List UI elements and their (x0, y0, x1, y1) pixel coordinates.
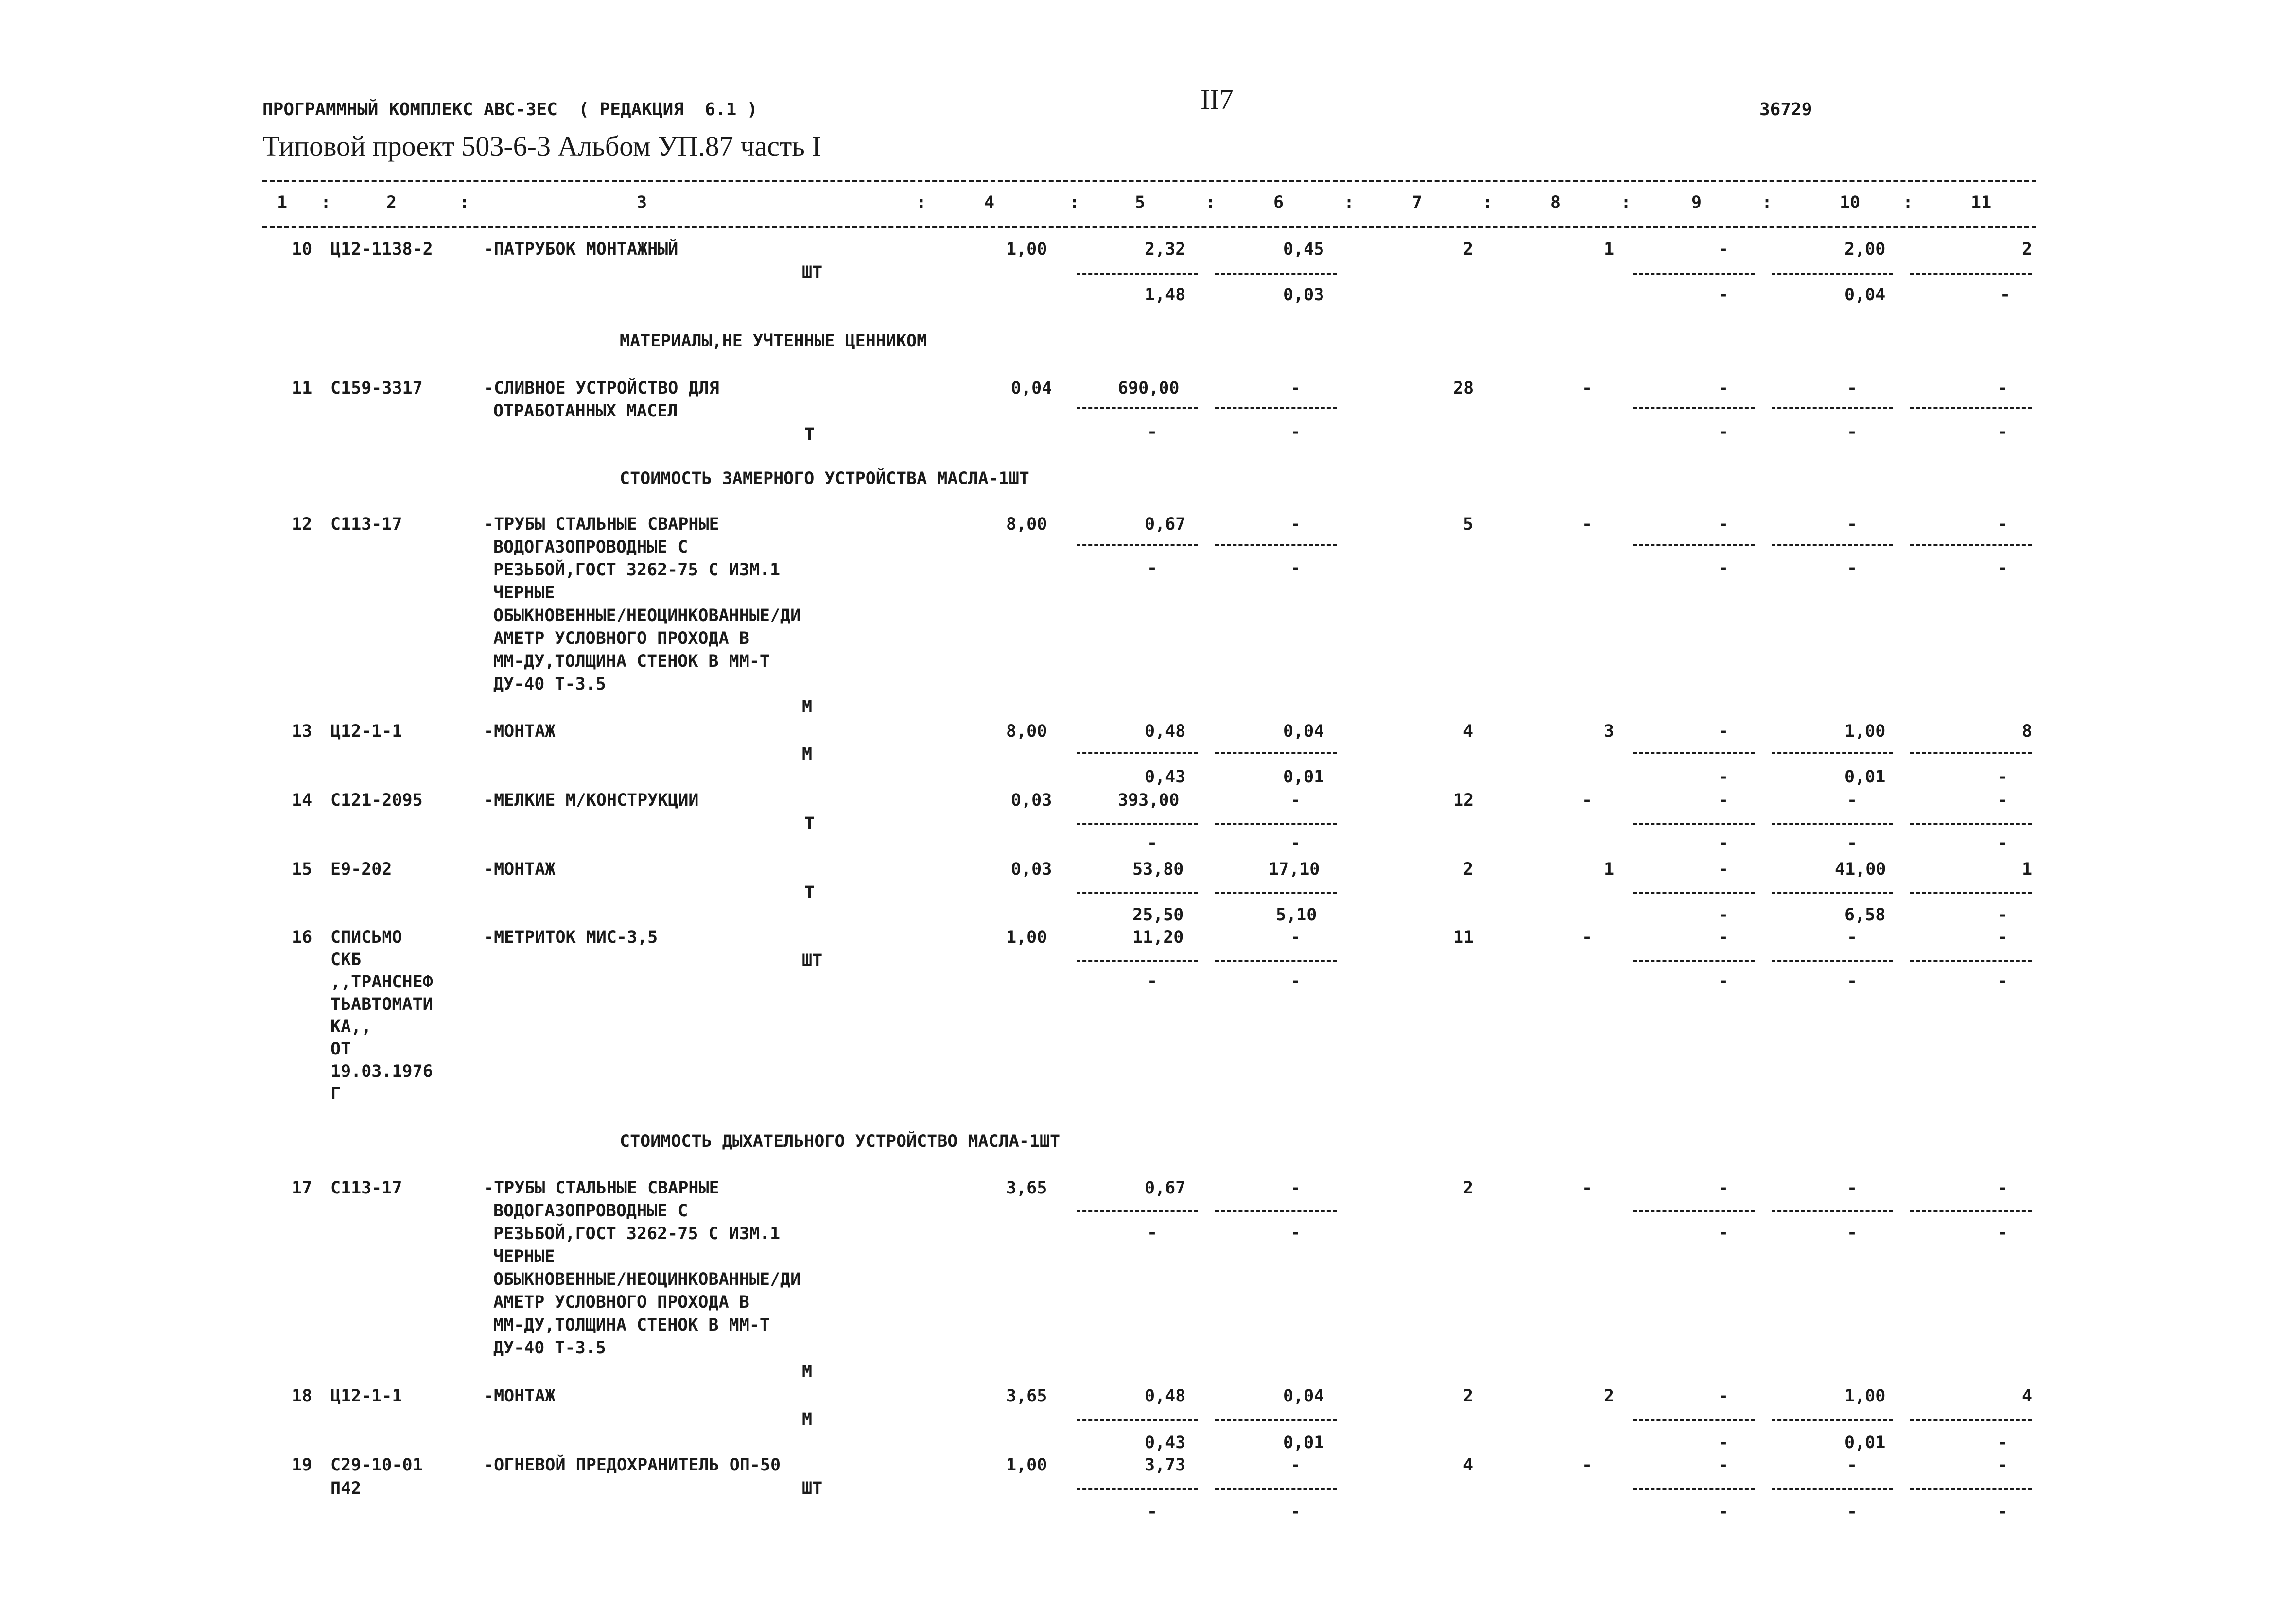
subtotal-rule (1910, 1419, 2032, 1421)
col-11: - (1998, 791, 2008, 810)
col-10: - (1847, 791, 1858, 810)
price-code: Ц12-1-1 (330, 1386, 402, 1406)
unit: ШТ (802, 1479, 823, 1498)
col-10-2: 0,04 (1844, 285, 1886, 305)
machine-total: - (1582, 1455, 1593, 1475)
item-name: -МОНТАЖ (484, 722, 556, 741)
col-11: 8 (2022, 722, 2033, 741)
program-header: ПРОГРАММНЫЙ КОМПЛЕКС АВС-ЗЕС ( РЕДАКЦИЯ 6.1 ) (262, 100, 758, 120)
item-name-cont: ДУ-40 Т-3.5 (493, 1338, 606, 1358)
machine-cost-2: - (1290, 971, 1301, 991)
subtotal-rule (1910, 1488, 2032, 1490)
machine-cost: - (1290, 791, 1301, 810)
row-number: 19 (292, 1455, 313, 1475)
unit-cost: 53,80 (1132, 860, 1184, 879)
item-name-cont: ВОДОГАЗОПРОВОДНЫЕ С (493, 1201, 688, 1221)
col-9: - (1718, 1455, 1729, 1475)
item-name: -ПАТРУБОК МОНТАЖНЫЙ (484, 240, 678, 259)
subtotal-rule (1077, 892, 1198, 894)
column-number: 2 (386, 193, 397, 212)
machine-total: 1 (1604, 240, 1615, 259)
col-10: 41,00 (1835, 860, 1886, 879)
quantity: 8,00 (1006, 722, 1047, 741)
price-code-cont: ТЬАВТОМАТИ (330, 995, 433, 1014)
unit-cost-2: - (1147, 971, 1158, 991)
total-cost: 2 (1463, 860, 1474, 879)
unit-cost: 0,67 (1145, 1178, 1186, 1198)
price-code-cont: П42 (330, 1479, 362, 1498)
header-top-rule (262, 180, 2036, 182)
column-separator: : (1069, 193, 1080, 212)
item-name-cont: ЧЕРНЫЕ (493, 583, 555, 603)
row-number: 17 (292, 1178, 313, 1198)
subtotal-rule (1910, 273, 2032, 275)
col-9: - (1718, 860, 1729, 879)
subtotal-rule (1633, 407, 1755, 409)
item-name-cont: ЧЕРНЫЕ (493, 1247, 555, 1266)
section-heading: СТОИМОСТЬ ЗАМЕРНОГО УСТРОЙСТВА МАСЛА-1ШТ (620, 469, 1029, 488)
col-10: - (1847, 928, 1858, 947)
item-name-cont: ДУ-40 Т-3.5 (493, 674, 606, 694)
machine-total: - (1582, 928, 1593, 947)
column-number: 8 (1550, 193, 1561, 212)
subtotal-rule (1215, 1419, 1337, 1421)
col-10-2: - (1847, 971, 1858, 991)
col-11-2: - (1998, 833, 2008, 853)
row-number: 11 (292, 379, 313, 398)
unit-cost: 0,48 (1145, 722, 1186, 741)
subtotal-rule (1772, 752, 1893, 754)
price-code-cont: Г (330, 1084, 341, 1104)
column-number: 7 (1412, 193, 1423, 212)
subtotal-rule (1772, 1488, 1893, 1490)
col-10: - (1847, 379, 1858, 398)
column-number: 4 (984, 193, 995, 212)
col-9-2: - (1718, 767, 1729, 787)
subtotal-rule (1215, 960, 1337, 962)
column-separator: : (321, 193, 331, 212)
column-separator: : (1903, 193, 1913, 212)
col-10-2: - (1847, 558, 1858, 578)
subtotal-rule (1633, 544, 1755, 546)
col-11-2: - (1998, 422, 2008, 442)
unit-cost: 393,00 (1118, 791, 1180, 810)
unit-cost-2: 25,50 (1132, 905, 1184, 925)
col-9-2: - (1718, 1502, 1729, 1521)
subtotal-rule (1910, 752, 2032, 754)
machine-cost-2: 5,10 (1276, 905, 1317, 925)
col-9-2: - (1718, 422, 1729, 442)
subtotal-rule (1772, 544, 1893, 546)
subtotal-rule (1633, 823, 1755, 825)
col-9-2: - (1718, 971, 1729, 991)
subtotal-rule (1077, 960, 1198, 962)
price-code: С113-17 (330, 1178, 402, 1198)
column-separator: : (1621, 193, 1632, 212)
col-10-2: 0,01 (1844, 767, 1886, 787)
item-name: -ОГНЕВОЙ ПРЕДОХРАНИТЕЛЬ ОП-50 (484, 1455, 781, 1475)
col-10: 1,00 (1844, 1386, 1886, 1406)
machine-cost-2: - (1290, 422, 1301, 442)
item-name: -МЕЛКИЕ М/КОНСТРУКЦИИ (484, 791, 699, 810)
col-10-2: 0,01 (1844, 1433, 1886, 1452)
machine-cost: - (1290, 379, 1301, 398)
subtotal-rule (1772, 1210, 1893, 1212)
unit-cost-2: 1,48 (1145, 285, 1186, 305)
unit: Т (804, 814, 815, 833)
column-number: 1 (277, 193, 288, 212)
col-10: - (1847, 1178, 1858, 1198)
col-10: - (1847, 1455, 1858, 1475)
subtotal-rule (1633, 1419, 1755, 1421)
subtotal-rule (1910, 407, 2032, 409)
subtotal-rule (1215, 892, 1337, 894)
unit: М (802, 1410, 813, 1429)
subtotal-rule (1910, 960, 2032, 962)
subtotal-rule (1077, 1419, 1198, 1421)
col-10-2: - (1847, 833, 1858, 853)
machine-total: - (1582, 791, 1593, 810)
item-name: -МЕТРИТОК МИС-3,5 (484, 928, 658, 947)
document-number: 36729 (1759, 100, 1812, 120)
column-separator: : (1344, 193, 1355, 212)
column-number: 6 (1273, 193, 1284, 212)
row-number: 14 (292, 791, 313, 810)
column-number: 11 (1971, 193, 1992, 212)
machine-cost: 0,45 (1283, 240, 1324, 259)
col-9: - (1718, 1386, 1729, 1406)
price-code-cont: ОТ (330, 1039, 351, 1059)
subtotal-rule (1910, 823, 2032, 825)
item-name: -МОНТАЖ (484, 1386, 556, 1406)
col-10-2: 6,58 (1844, 905, 1886, 925)
subtotal-rule (1633, 960, 1755, 962)
machine-total: - (1582, 1178, 1593, 1198)
col-11-2: - (1998, 767, 2008, 787)
col-11-2: - (1998, 905, 2008, 925)
col-10-2: - (1847, 1223, 1858, 1243)
unit-cost: 690,00 (1118, 379, 1180, 398)
section-heading: МАТЕРИАЛЫ,НЕ УЧТЕННЫЕ ЦЕННИКОМ (620, 331, 927, 351)
col-9-2: - (1718, 558, 1729, 578)
item-name-cont: ММ-ДУ,ТОЛЩИНА СТЕНОК В ММ-Т (493, 1315, 770, 1335)
unit: ШТ (802, 263, 823, 282)
col-9: - (1718, 928, 1729, 947)
unit-cost-2: - (1147, 422, 1158, 442)
col-11-2: - (1998, 558, 2008, 578)
col-9: - (1718, 722, 1729, 741)
unit-cost: 2,32 (1145, 240, 1186, 259)
price-code: С29-10-01 (330, 1455, 423, 1475)
unit: М (802, 744, 813, 764)
total-cost: 2 (1463, 1386, 1474, 1406)
column-number: 3 (637, 193, 647, 212)
subtotal-rule (1215, 544, 1337, 546)
col-9-2: - (1718, 833, 1729, 853)
column-separator: : (459, 193, 470, 212)
subtotal-rule (1077, 407, 1198, 409)
item-name-cont: ОБЫКНОВЕННЫЕ/НЕОЦИНКОВАННЫЕ/ДИ (493, 606, 801, 625)
total-cost: 11 (1453, 928, 1474, 947)
total-cost: 4 (1463, 1455, 1474, 1475)
subtotal-rule (1910, 544, 2032, 546)
total-cost: 28 (1453, 379, 1474, 398)
col-10: 2,00 (1844, 240, 1886, 259)
subtotal-rule (1215, 752, 1337, 754)
col-9-2: - (1718, 905, 1729, 925)
quantity: 1,00 (1006, 240, 1047, 259)
subtotal-rule (1633, 892, 1755, 894)
unit-cost: 3,73 (1145, 1455, 1186, 1475)
machine-total: - (1582, 515, 1593, 534)
project-title: Типовой проект 503-6-3 Альбом УП.87 часть I (262, 130, 821, 162)
row-number: 10 (292, 240, 313, 259)
subtotal-rule (1215, 273, 1337, 275)
subtotal-rule (1215, 823, 1337, 825)
item-name-cont: ВОДОГАЗОПРОВОДНЫЕ С (493, 537, 688, 557)
machine-total: 3 (1604, 722, 1615, 741)
col-9: - (1718, 240, 1729, 259)
subtotal-rule (1910, 1210, 2032, 1212)
col-11: - (1998, 928, 2008, 947)
col-11-2: - (2000, 285, 2011, 305)
col-9-2: - (1718, 285, 1729, 305)
item-name: -ТРУБЫ СТАЛЬНЫЕ СВАРНЫЕ (484, 1178, 719, 1198)
unit: М (802, 697, 813, 717)
unit: ШТ (802, 951, 823, 970)
item-name: -МОНТАЖ (484, 860, 556, 879)
price-code-cont: КА,, (330, 1017, 372, 1037)
col-11: - (1998, 1455, 2008, 1475)
col-9-2: - (1718, 1433, 1729, 1452)
row-number: 12 (292, 515, 313, 534)
subtotal-rule (1215, 1210, 1337, 1212)
machine-cost: 0,04 (1283, 1386, 1324, 1406)
machine-cost-2: 0,01 (1283, 1433, 1324, 1452)
column-separator: : (1482, 193, 1493, 212)
col-9: - (1718, 379, 1729, 398)
subtotal-rule (1077, 544, 1198, 546)
col-11: 2 (2022, 240, 2033, 259)
machine-cost-2: - (1290, 1223, 1301, 1243)
quantity: 0,03 (1011, 860, 1052, 879)
price-code-cont: ,,ТРАНСНЕФ (330, 972, 433, 992)
subtotal-rule (1772, 960, 1893, 962)
row-number: 15 (292, 860, 313, 879)
unit: М (802, 1362, 813, 1382)
price-code: СПИСЬМО (330, 928, 402, 947)
subtotal-rule (1633, 273, 1755, 275)
unit: Т (804, 425, 815, 444)
subtotal-rule (1772, 1419, 1893, 1421)
col-9: - (1718, 515, 1729, 534)
machine-total: 1 (1604, 860, 1615, 879)
unit-cost-2: 0,43 (1145, 1433, 1186, 1452)
subtotal-rule (1772, 823, 1893, 825)
machine-cost: - (1290, 1178, 1301, 1198)
col-10: 1,00 (1844, 722, 1886, 741)
price-code: Е9-202 (330, 860, 392, 879)
machine-cost: 0,04 (1283, 722, 1324, 741)
quantity: 1,00 (1006, 1455, 1047, 1475)
col-11: 4 (2022, 1386, 2033, 1406)
subtotal-rule (1077, 1488, 1198, 1490)
machine-cost-2: - (1290, 833, 1301, 853)
price-code: Ц12-1-1 (330, 722, 402, 741)
machine-total: - (1582, 379, 1593, 398)
subtotal-rule (1772, 892, 1893, 894)
subtotal-rule (1077, 1210, 1198, 1212)
quantity: 3,65 (1006, 1386, 1047, 1406)
subtotal-rule (1215, 407, 1337, 409)
column-number: 9 (1691, 193, 1702, 212)
col-10: - (1847, 515, 1858, 534)
section-heading: СТОИМОСТЬ ДЫХАТЕЛЬНОГО УСТРОЙСТВО МАСЛА-1ШТ (620, 1132, 1061, 1151)
subtotal-rule (1077, 823, 1198, 825)
price-code: С159-3317 (330, 379, 423, 398)
quantity: 0,03 (1011, 791, 1052, 810)
col-11: - (1998, 379, 2008, 398)
item-name-cont: РЕЗЬБОЙ,ГОСТ 3262-75 С ИЗМ.1 (493, 1224, 781, 1244)
price-code: С113-17 (330, 515, 402, 534)
total-cost: 12 (1453, 791, 1474, 810)
page-number: II7 (1200, 84, 1234, 115)
quantity: 3,65 (1006, 1178, 1047, 1198)
machine-cost: - (1290, 928, 1301, 947)
unit-cost: 11,20 (1132, 928, 1184, 947)
unit: Т (804, 883, 815, 902)
machine-cost-2: - (1290, 558, 1301, 578)
price-code: Ц12-1138-2 (330, 240, 433, 259)
col-11: - (1998, 1178, 2008, 1198)
machine-cost: - (1290, 1455, 1301, 1475)
item-name-cont: ОТРАБОТАННЫХ МАСЕЛ (493, 401, 678, 421)
price-code-cont: 19.03.1976 (330, 1062, 433, 1081)
item-name: -ТРУБЫ СТАЛЬНЫЕ СВАРНЫЕ (484, 515, 719, 534)
machine-cost: - (1290, 515, 1301, 534)
col-10-2: - (1847, 1502, 1858, 1521)
subtotal-rule (1633, 752, 1755, 754)
unit-cost: 0,48 (1145, 1386, 1186, 1406)
row-number: 16 (292, 928, 313, 947)
col-10-2: - (1847, 422, 1858, 442)
column-separator: : (916, 193, 927, 212)
col-11-2: - (1998, 1502, 2008, 1521)
price-code-cont: СКБ (330, 950, 362, 969)
col-11-2: - (1998, 971, 2008, 991)
col-9: - (1718, 1178, 1729, 1198)
total-cost: 5 (1463, 515, 1474, 534)
subtotal-rule (1215, 1488, 1337, 1490)
column-separator: : (1762, 193, 1773, 212)
item-name-cont: АМЕТР УСЛОВНОГО ПРОХОДА В (493, 629, 749, 648)
total-cost: 4 (1463, 722, 1474, 741)
unit-cost: 0,67 (1145, 515, 1186, 534)
machine-cost-2: 0,01 (1283, 767, 1324, 787)
total-cost: 2 (1463, 240, 1474, 259)
subtotal-rule (1077, 752, 1198, 754)
unit-cost-2: - (1147, 1223, 1158, 1243)
item-name-cont: ММ-ДУ,ТОЛЩИНА СТЕНОК В ММ-Т (493, 652, 770, 671)
unit-cost-2: 0,43 (1145, 767, 1186, 787)
machine-cost-2: - (1290, 1502, 1301, 1521)
unit-cost-2: - (1147, 1502, 1158, 1521)
item-name: -СЛИВНОЕ УСТРОЙСТВО ДЛЯ (484, 379, 719, 398)
column-number: 5 (1135, 193, 1146, 212)
item-name-cont: РЕЗЬБОЙ,ГОСТ 3262-75 С ИЗМ.1 (493, 560, 781, 580)
col-11: - (1998, 515, 2008, 534)
subtotal-rule (1910, 892, 2032, 894)
col-9-2: - (1718, 1223, 1729, 1243)
unit-cost-2: - (1147, 833, 1158, 853)
quantity: 1,00 (1006, 928, 1047, 947)
row-number: 18 (292, 1386, 313, 1406)
machine-cost: 17,10 (1269, 860, 1320, 879)
total-cost: 2 (1463, 1178, 1474, 1198)
machine-cost-2: 0,03 (1283, 285, 1324, 305)
machine-total: 2 (1604, 1386, 1615, 1406)
subtotal-rule (1633, 1210, 1755, 1212)
unit-cost-2: - (1147, 558, 1158, 578)
row-number: 13 (292, 722, 313, 741)
subtotal-rule (1077, 273, 1198, 275)
header-bottom-rule (262, 226, 2036, 228)
col-11-2: - (1998, 1223, 2008, 1243)
subtotal-rule (1633, 1488, 1755, 1490)
quantity: 0,04 (1011, 379, 1052, 398)
col-9: - (1718, 791, 1729, 810)
column-separator: : (1205, 193, 1216, 212)
quantity: 8,00 (1006, 515, 1047, 534)
col-11-2: - (1998, 1433, 2008, 1452)
subtotal-rule (1772, 407, 1893, 409)
col-11: 1 (2022, 860, 2033, 879)
price-code: С121-2095 (330, 791, 423, 810)
column-number: 10 (1840, 193, 1861, 212)
subtotal-rule (1772, 273, 1893, 275)
item-name-cont: АМЕТР УСЛОВНОГО ПРОХОДА В (493, 1293, 749, 1312)
item-name-cont: ОБЫКНОВЕННЫЕ/НЕОЦИНКОВАННЫЕ/ДИ (493, 1270, 801, 1289)
